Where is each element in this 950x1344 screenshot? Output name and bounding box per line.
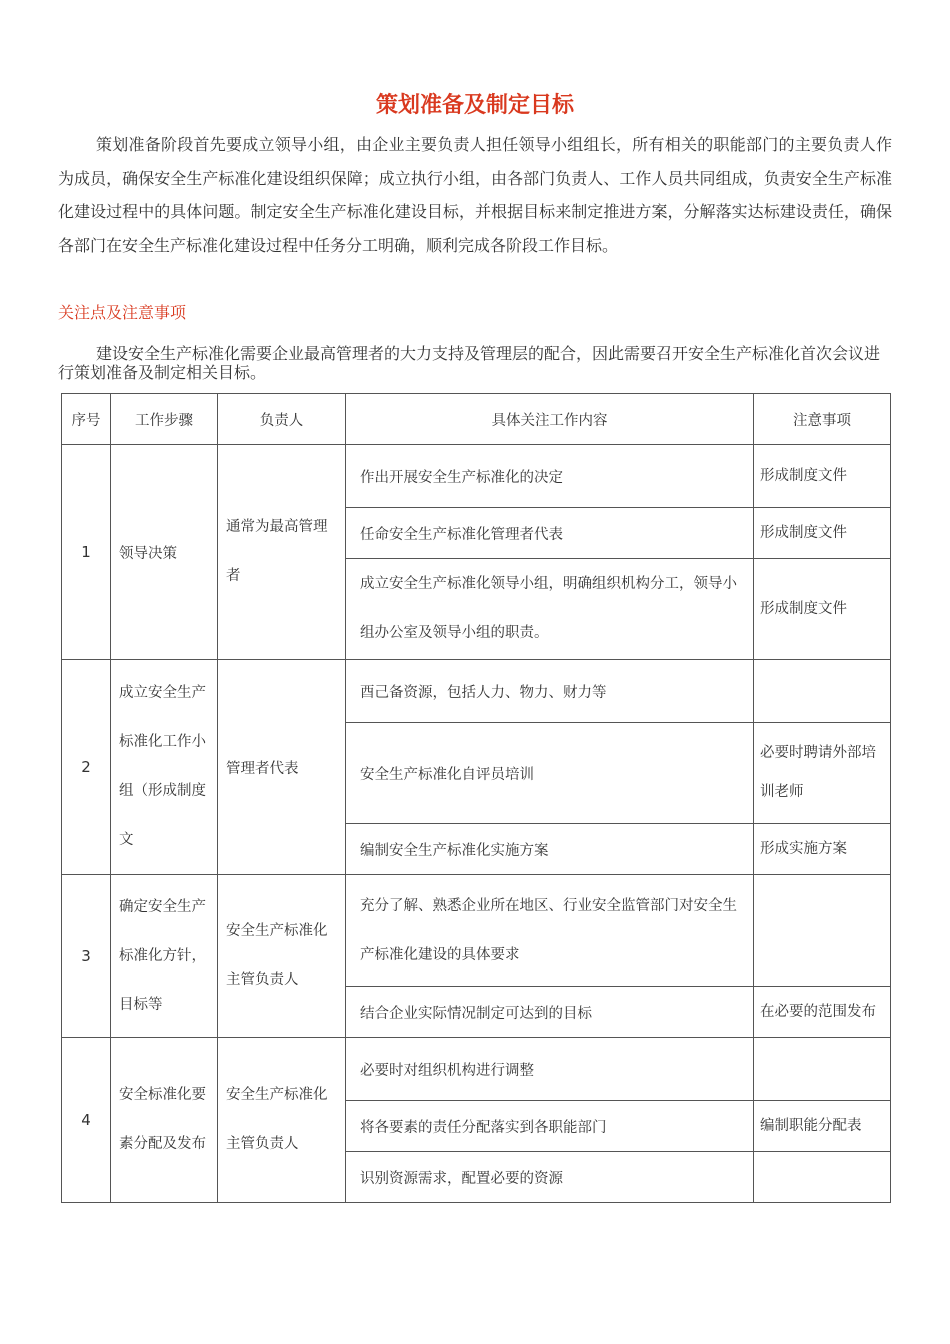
table-header-row [62, 394, 891, 445]
row-content: 识别资源需求，配置必要的资源 [346, 1152, 754, 1203]
table-row [62, 1038, 891, 1101]
row-content: 充分了解、熟悉企业所在地区、行业安全监管部门对安全生产标准化建设的具体要求 [346, 875, 754, 987]
row-no: 4 [62, 1038, 111, 1203]
row-note [754, 723, 891, 824]
row-step: 成立安全生产标准化工作小组（形成制度文 [111, 660, 218, 875]
row-step: 领导决策 [111, 445, 218, 660]
work-steps-table [61, 393, 891, 1203]
intro-paragraph: 策划准备阶段首先要成立领导小组，由企业主要负责人担任领导小组组长，所有相关的职能部门的主要负责人作为成员，确保安全生产标准化建设组织保障；成立执行小组，由各部门负责人、工作人员共同组成，负责安全生产标准化建设过程中的具体问题。制定安全生产标准化建设目标，并根据目标来制定推进方案，分解落实达标建设责任，确保各部门在安全生产标准化建设过程中任务分工明确，顺利完成各阶段工作目标。 [58, 135, 892, 255]
row-content: 将各要素的责任分配落实到各职能部门 [346, 1101, 754, 1152]
row-owner: 管理者代表 [218, 660, 346, 875]
row-no: 1 [62, 445, 111, 660]
header-content: 具体关注工作内容 [346, 394, 754, 445]
row-content: 结合企业实际情况制定可达到的目标 [346, 987, 754, 1038]
section-subheading: 关注点及注意事项 [58, 303, 187, 322]
note-line-1: 必要时聘请外部培 [760, 745, 876, 761]
table-row [62, 660, 891, 723]
note-line-2: 训老师 [760, 784, 804, 800]
table-row [62, 875, 891, 987]
row-note [754, 660, 891, 723]
row-note [754, 1038, 891, 1101]
row-no: 2 [62, 660, 111, 875]
row-note: 形成制度文件 [754, 445, 891, 508]
row-note [754, 1152, 891, 1203]
row-content: 成立安全生产标准化领导小组，明确组织机构分工，领导小组办公室及领导小组的职责。 [346, 559, 754, 660]
row-note: 形成制度文件 [754, 508, 891, 559]
header-note: 注意事项 [754, 394, 891, 445]
row-note: 形成制度文件 [754, 559, 891, 660]
row-content: 酉己备资源，包括人力、物力、财力等 [346, 660, 754, 723]
header-owner: 负责人 [218, 394, 346, 445]
row-note: 在必要的范围发布 [754, 987, 891, 1038]
header-step: 工作步骤 [111, 394, 218, 445]
row-content: 必要时对组织机构进行调整 [346, 1038, 754, 1101]
row-step: 确定安全生产标准化方针，目标等 [111, 875, 218, 1038]
row-content: 任命安全生产标准化管理者代表 [346, 508, 754, 559]
row-owner: 通常为最高管理者 [218, 445, 346, 660]
header-no: 序号 [62, 394, 111, 445]
row-step: 安全标准化要素分配及发布 [111, 1038, 218, 1203]
row-owner: 安全生产标准化主管负责人 [218, 1038, 346, 1203]
row-owner: 安全生产标准化主管负责人 [218, 875, 346, 1038]
section-paragraph: 建设安全生产标准化需要企业最高管理者的大力支持及管理层的配合，因此需要召开安全生产标准化首次会议进行策划准备及制定相关目标。 [58, 344, 881, 382]
row-note: 形成实施方案 [754, 824, 891, 875]
row-note: 编制职能分配表 [754, 1101, 891, 1152]
row-note [754, 875, 891, 987]
row-content: 安全生产标准化自评员培训 [346, 723, 754, 824]
page-title: 策划准备及制定目标 [375, 93, 574, 118]
row-content: 编制安全生产标准化实施方案 [346, 824, 754, 875]
table-row [62, 445, 891, 508]
row-no: 3 [62, 875, 111, 1038]
row-content: 作出开展安全生产标准化的决定 [346, 445, 754, 508]
